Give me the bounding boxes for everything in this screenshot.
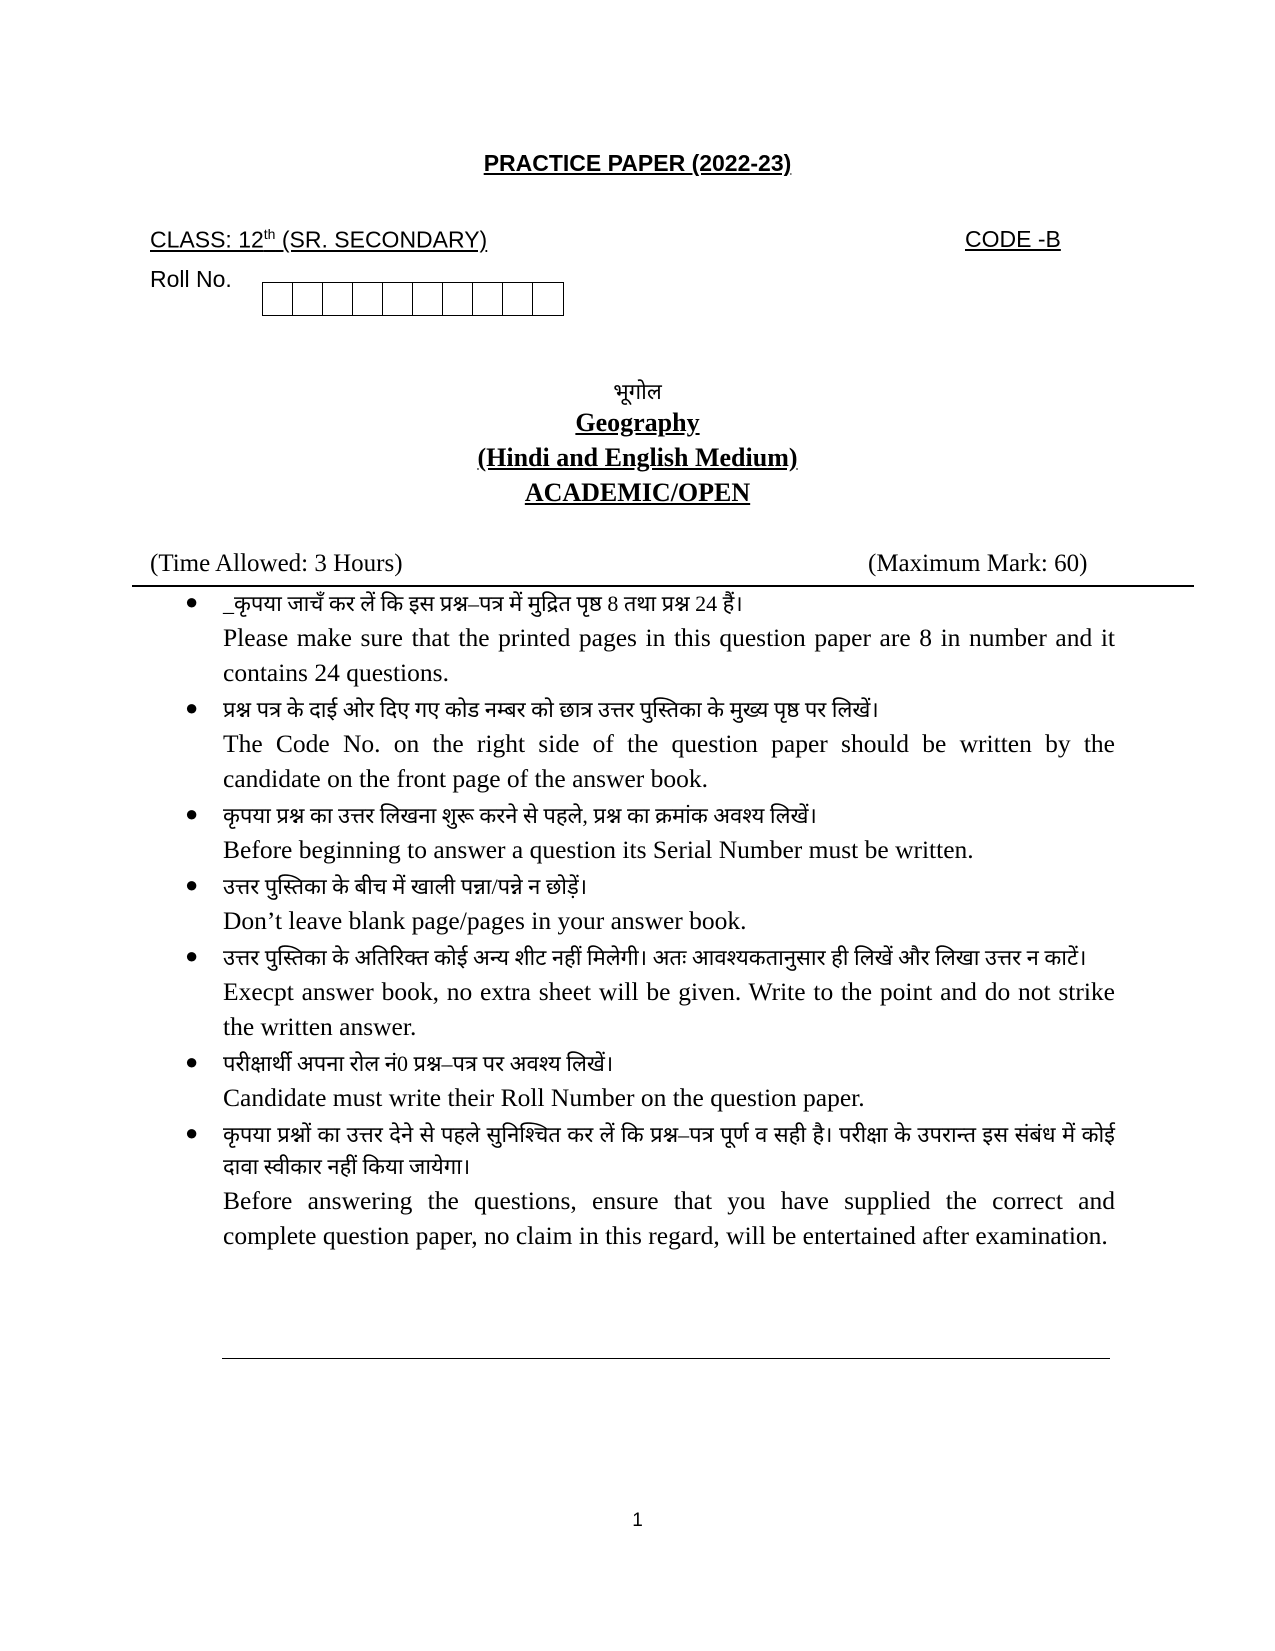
paper-title: PRACTICE PAPER (2022-23): [483, 150, 792, 176]
roll-number-boxes: [262, 282, 564, 316]
instruction-hindi: परीक्षार्थी अपना रोल नं0 प्रश्न–पत्र पर अवश्य लिखें।: [223, 1051, 614, 1076]
header-divider: [132, 585, 1194, 587]
roll-number-box: [263, 283, 293, 315]
roll-number-box: [533, 283, 563, 315]
instruction-english: Execpt answer book, no extra sheet will be given. Write to the point and do not strike the written answer.: [223, 977, 1115, 1041]
instruction-english: Don’t leave blank page/pages in your answer book.: [223, 906, 747, 935]
instruction-item: [185, 871, 1115, 938]
instruction-hindi: _कृपया जाचँ कर लें कि इस प्रश्न–पत्र में मुद्रित पृष्ठ 8 तथा प्रश्न 24 हैं।: [223, 591, 743, 616]
roll-number-box: [353, 283, 383, 315]
instruction-item: [185, 800, 1115, 867]
time-allowed: (Time Allowed: 3 Hours): [150, 550, 403, 577]
bullet-icon: ●: [185, 589, 199, 614]
page-number: 1: [632, 1510, 643, 1531]
subject-title: Geography: [575, 408, 700, 437]
class-suffix: (SR. SECONDARY): [275, 226, 488, 253]
instruction-english: Please make sure that the printed pages in this question paper are 8 in number and it contains 24 questions.: [223, 623, 1115, 687]
medium-label: (Hindi and English Medium): [477, 443, 798, 472]
bullet-icon: ●: [185, 1049, 199, 1074]
instruction-hindi: उत्तर पुस्तिका के अतिरिक्त कोई अन्य शीट नहीं मिलेगी। अतः आवश्यकतानुसार ही लिखें और लिखा उत्तर न काटें।: [223, 945, 1087, 970]
instruction-item: [185, 694, 1115, 796]
instruction-hindi: कृपया प्रश्नों का उत्तर देने से पहले सुनिश्चित कर लें कि प्रश्न–पत्र पूर्ण व सही है। परीक्षा के उपरान्त इस संबंध में कोई दावा स्वीकार नहीं किया जायेगा।: [223, 1122, 1115, 1179]
roll-number-box: [473, 283, 503, 315]
class-label: [150, 226, 487, 254]
bullet-icon: ●: [185, 801, 199, 826]
roll-number-box: [413, 283, 443, 315]
roll-number-box: [323, 283, 353, 315]
subject-hindi: भूगोल: [613, 379, 662, 404]
instruction-hindi: प्रश्न पत्र के दाई ओर दिए गए कोड नम्बर को छात्र उत्तर पुस्तिका के मुख्य पृष्ठ पर लिखें।: [223, 697, 879, 722]
bullet-icon: ●: [185, 695, 199, 720]
bullet-icon: ●: [185, 1120, 199, 1145]
bullet-icon: ●: [185, 872, 199, 897]
class-superscript: th: [263, 226, 276, 242]
instruction-item: [185, 942, 1115, 1044]
roll-number-box: [443, 283, 473, 315]
roll-number-box: [503, 283, 533, 315]
instruction-hindi: कृपया प्रश्न का उत्तर लिखना शुरू करने से पहले, प्रश्न का क्रमांक अवश्य लिखें।: [223, 803, 817, 828]
code-label: CODE -B: [965, 226, 1061, 252]
instruction-item: [185, 588, 1115, 690]
instruction-item: [185, 1119, 1115, 1253]
instruction-english: The Code No. on the right side of the question paper should be written by the candidate on the front page of the answer book.: [223, 729, 1115, 793]
roll-number-label: Roll No.: [150, 266, 232, 292]
bullet-icon: ●: [185, 943, 199, 968]
instruction-english: Before beginning to answer a question its Serial Number must be written.: [223, 835, 974, 864]
maximum-marks: (Maximum Mark: 60): [868, 550, 1088, 577]
instruction-english: Before answering the questions, ensure that you have supplied the correct and complete question paper, no claim in this regard, will be entertained after examination.: [223, 1186, 1115, 1250]
instruction-english: Candidate must write their Roll Number on the question paper.: [223, 1083, 865, 1112]
roll-number-box: [383, 283, 413, 315]
stream-label: ACADEMIC/OPEN: [524, 478, 751, 507]
class-prefix: CLASS: 12: [150, 226, 264, 253]
roll-number-box: [293, 283, 323, 315]
instruction-item: [185, 1048, 1115, 1115]
closing-divider: [222, 1358, 1110, 1359]
instructions-list: [185, 588, 1115, 1257]
instruction-hindi: उत्तर पुस्तिका के बीच में खाली पन्ना/पन्ने न छोड़ें।: [223, 874, 588, 899]
